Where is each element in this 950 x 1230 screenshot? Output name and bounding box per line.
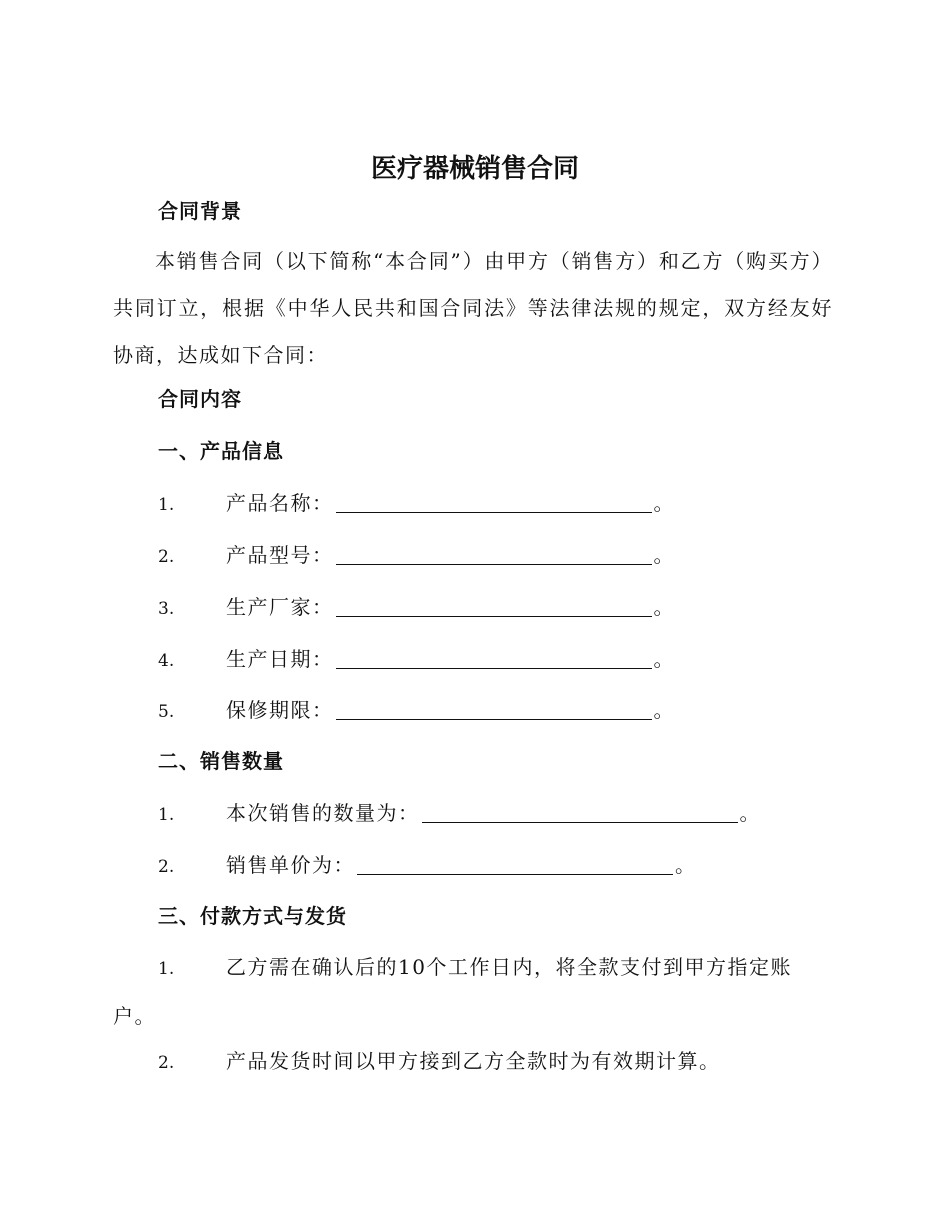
blank-line xyxy=(422,821,738,823)
section-heading-background: 合同背景 xyxy=(158,199,242,223)
item-number: 3. xyxy=(158,599,175,619)
blank-line xyxy=(336,615,652,617)
item-end: 。 xyxy=(653,543,675,567)
list-item xyxy=(158,695,675,727)
list-item xyxy=(158,540,675,572)
blank-line xyxy=(336,511,652,513)
item-label: 销售单价为： xyxy=(226,853,355,877)
part2-heading: 二、销售数量 xyxy=(158,749,284,773)
item-label: 生产日期： xyxy=(226,647,334,671)
section-heading-content: 合同内容 xyxy=(158,387,242,411)
item-number: 4. xyxy=(158,651,175,671)
blank-line xyxy=(336,667,652,669)
blank-line xyxy=(336,718,652,720)
item-label: 生产厂家： xyxy=(226,595,334,619)
item-text: 产品发货时间以甲方接到乙方全款时为有效期计算。 xyxy=(226,1049,721,1073)
item-text: 乙方需在确认后的10个工作日内，将全款支付到甲方指定账户。 xyxy=(113,955,792,1028)
item-label: 保修期限： xyxy=(226,698,334,722)
item-number: 2. xyxy=(158,1053,175,1073)
item-end: 。 xyxy=(739,801,761,825)
list-item xyxy=(158,798,761,830)
item-end: 。 xyxy=(653,698,675,722)
item-number: 1. xyxy=(158,495,175,515)
list-item xyxy=(113,944,833,1040)
list-item xyxy=(113,1038,833,1087)
item-end: 。 xyxy=(653,647,675,671)
item-number: 1. xyxy=(158,959,175,979)
item-number: 2. xyxy=(158,547,175,567)
part1-heading: 一、产品信息 xyxy=(158,439,284,463)
item-end: 。 xyxy=(675,853,697,877)
item-label: 产品名称： xyxy=(226,491,334,515)
blank-line xyxy=(336,563,652,565)
part3-heading: 三、付款方式与发货 xyxy=(158,904,347,928)
list-item xyxy=(158,488,675,520)
document-title: 医疗器械销售合同 xyxy=(370,154,579,184)
blank-line xyxy=(357,873,673,875)
item-label: 产品型号： xyxy=(226,543,334,567)
list-item xyxy=(158,850,697,882)
item-number: 1. xyxy=(158,805,175,825)
item-label: 本次销售的数量为： xyxy=(226,801,420,825)
background-paragraph: 本销售合同（以下简称“本合同”）由甲方（销售方）和乙方（购买方）共同订立，根据《中华人民共和国合同法》等法律法规的规定，双方经友好协商，达成如下合同： xyxy=(113,249,833,367)
item-number: 2. xyxy=(158,857,175,877)
list-item xyxy=(158,592,675,624)
item-end: 。 xyxy=(653,595,675,619)
item-end: 。 xyxy=(653,491,675,515)
item-number: 5. xyxy=(158,702,175,722)
list-item xyxy=(158,644,675,676)
